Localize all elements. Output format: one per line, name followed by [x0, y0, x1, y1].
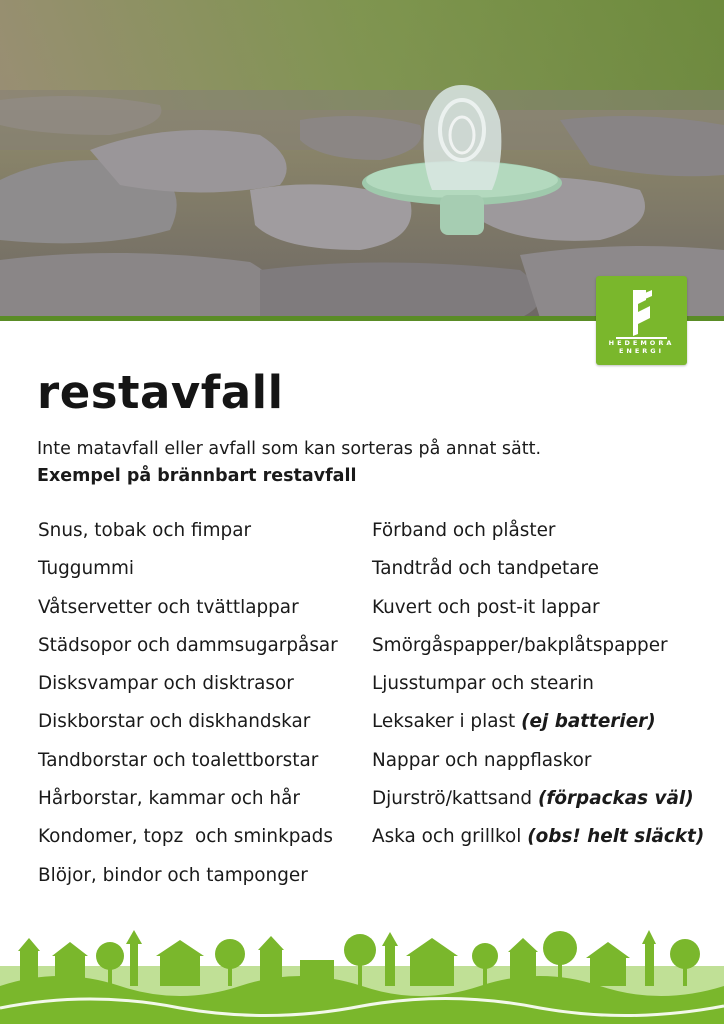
- items-list-right: [372, 517, 712, 862]
- list-item: Städsopor och dammsugarpåsar: [38, 634, 338, 656]
- list-item: Kuvert och post-it lappar: [372, 596, 600, 618]
- list-item: Hårborstar, kammar och hår: [38, 788, 300, 810]
- list-item: Våtservetter och tvättlappar: [38, 596, 299, 618]
- intro-text: Inte matavfall eller avfall som kan sorteras på annat sätt.: [37, 439, 542, 459]
- list-item: Snus, tobak och fimpar: [38, 520, 252, 541]
- list-item: Diskborstar och diskhandskar: [38, 711, 311, 733]
- intro-subtitle: Exempel på brännbart restavfall: [37, 466, 357, 486]
- page-title: restavfall: [37, 366, 284, 419]
- list-item: Nappar och nappflaskor: [372, 749, 592, 771]
- list-item: Tandborstar och toalettborstar: [38, 749, 319, 771]
- list-item: Aska och grillkol (obs! helt släckt): [372, 826, 705, 848]
- items-list-left: [38, 517, 368, 900]
- hero-photo: [0, 0, 724, 318]
- list-item: Blöjor, bindor och tamponger: [38, 864, 308, 886]
- list-item: Kondomer, topz och sminkpads: [38, 826, 333, 848]
- list-item: Disksvampar och disktrasor: [38, 673, 294, 695]
- intro-block: [37, 436, 597, 490]
- logo-line-2: ENERGI: [618, 347, 665, 355]
- list-item: Tandtråd och tandpetare: [372, 558, 599, 580]
- town-skyline-illustration: [0, 926, 724, 1024]
- list-item: Förband och plåster: [372, 520, 556, 541]
- list-item: Tuggummi: [38, 558, 135, 580]
- logo-line-1: HEDEMORA: [608, 339, 675, 347]
- list-item: Djurströ/kattsand (förpackas väl): [372, 788, 694, 810]
- list-item: Smörgåspapper/bakplåtspapper: [372, 634, 668, 656]
- list-item: Ljusstumpar och stearin: [372, 673, 594, 695]
- hedemora-energi-logo-icon: [596, 276, 687, 365]
- list-item: Leksaker i plast (ej batterier): [372, 711, 656, 733]
